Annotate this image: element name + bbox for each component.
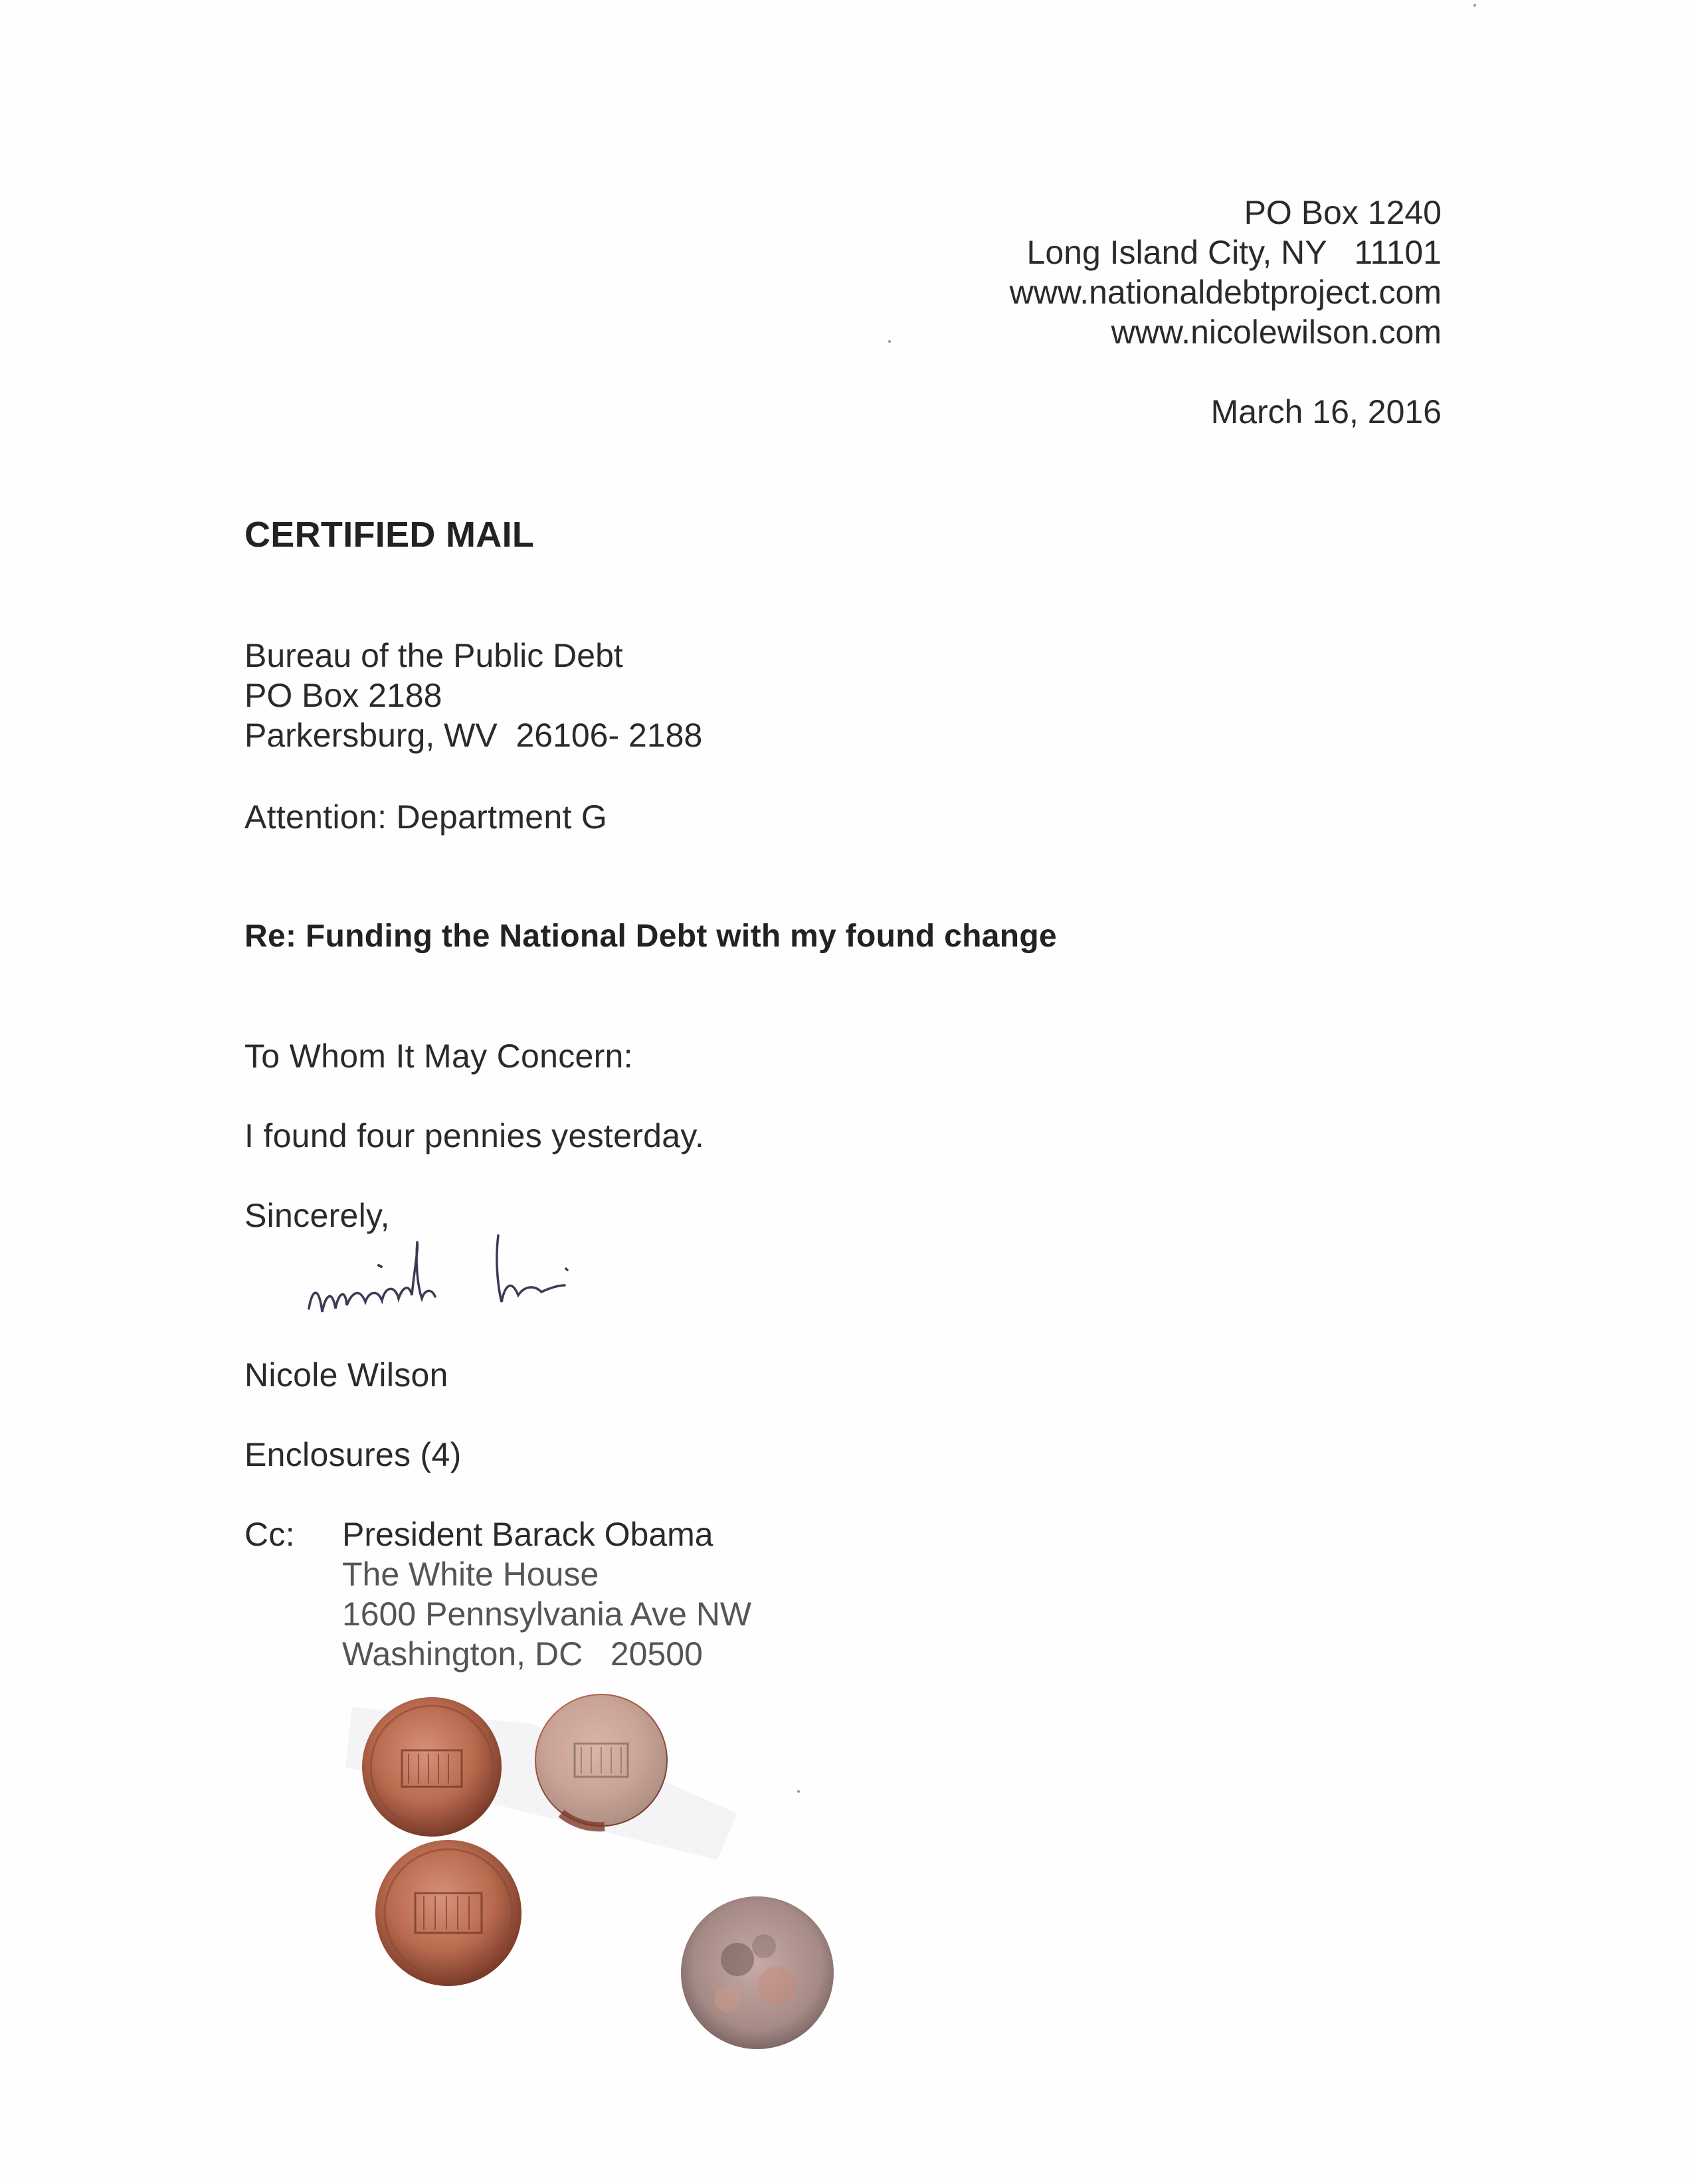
enclosures-line: Enclosures (4) bbox=[244, 1436, 462, 1473]
scan-speck bbox=[888, 340, 891, 343]
cc-city-state-zip: Washington, DC 20500 bbox=[342, 1635, 703, 1673]
cc-street: 1600 Pennsylvania Ave NW bbox=[342, 1595, 752, 1633]
sender-address-block bbox=[1010, 193, 1442, 352]
attention-line: Attention: Department G bbox=[244, 798, 608, 836]
salutation: To Whom It May Concern: bbox=[244, 1038, 633, 1075]
recipient-name: Bureau of the Public Debt bbox=[244, 637, 623, 674]
penny-4-worn bbox=[681, 1896, 834, 2049]
certified-mail-heading: CERTIFIED MAIL bbox=[244, 515, 535, 555]
closing: Sincerely, bbox=[244, 1197, 390, 1234]
penny-1 bbox=[362, 1697, 502, 1837]
scan-speck bbox=[797, 1790, 800, 1793]
cc-recipient-name: President Barack Obama bbox=[342, 1516, 713, 1553]
sender-website-national-debt: www.nationaldebtproject.com bbox=[1009, 274, 1442, 311]
recipient-address-block bbox=[244, 636, 702, 755]
sender-website-personal: www.nicolewilson.com bbox=[1111, 314, 1442, 351]
pennies-image bbox=[339, 1687, 870, 2059]
penny-2 bbox=[535, 1694, 668, 1827]
penny-3 bbox=[375, 1840, 521, 1986]
subject-line: Re: Funding the National Debt with my found change bbox=[244, 919, 1057, 954]
handwritten-signature bbox=[299, 1222, 644, 1335]
signer-name: Nicole Wilson bbox=[244, 1356, 448, 1394]
recipient-city-state-zip: Parkersburg, WV 26106- 2188 bbox=[244, 717, 703, 754]
sender-city-state-zip: Long Island City, NY 11101 bbox=[1026, 234, 1442, 271]
cc-address-block bbox=[342, 1514, 751, 1674]
cc-organization: The White House bbox=[342, 1556, 599, 1593]
letter-date: March 16, 2016 bbox=[1210, 393, 1442, 430]
recipient-po-box: PO Box 2188 bbox=[244, 677, 442, 714]
cc-label: Cc: bbox=[244, 1516, 295, 1553]
scan-speck bbox=[1473, 4, 1476, 7]
letter-body: I found four pennies yesterday. bbox=[244, 1117, 705, 1154]
sender-po-box: PO Box 1240 bbox=[1244, 194, 1442, 231]
